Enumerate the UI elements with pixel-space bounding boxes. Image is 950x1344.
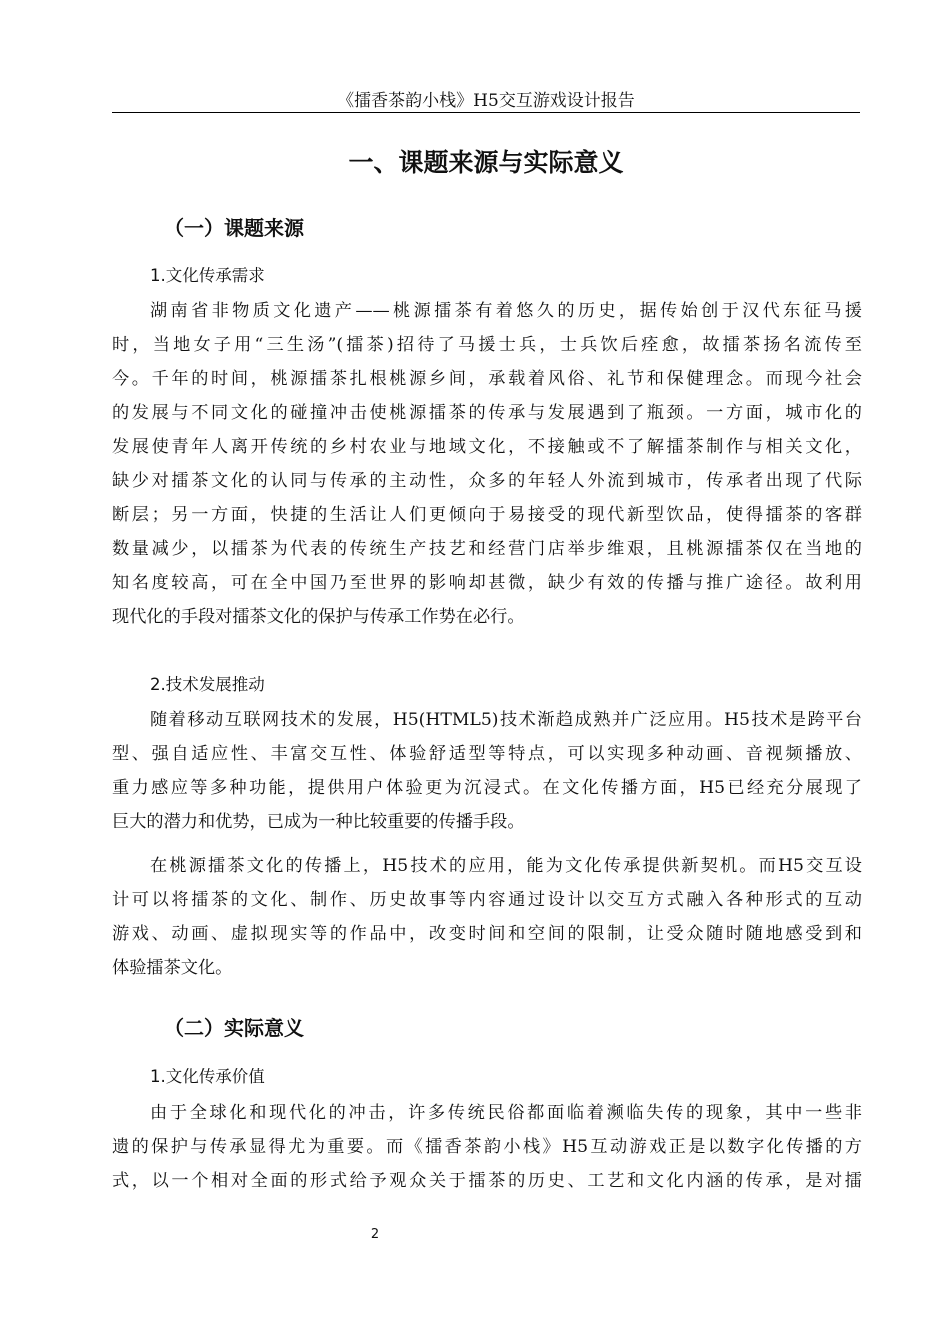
text-line: 在桃源擂茶文化的传播上，H5技术的应用，能为文化传承提供新契机。而H5交互设 [150, 856, 862, 876]
text-line: 时，当地女子用“三生汤”(擂茶)招待了马援士兵，士兵饮后痊愈，故擂茶扬名流传至 [112, 335, 862, 355]
section-title-source: （一）课题来源 [164, 216, 304, 240]
text-line: 知名度较高，可在全中国乃至世界的影响却甚微，缺少有效的传播与推广途径。故利用 [112, 573, 862, 593]
text-line: 遗的保护与传承显得尤为重要。而《擂香茶韵小栈》H5互动游戏正是以数字化传播的方 [112, 1137, 862, 1157]
page-number: 2 [370, 1227, 380, 1242]
text-line: 现代化的手段对擂茶文化的保护与传承工作势在必行。 [112, 607, 525, 627]
text-line: 式，以一个相对全面的形式给予观众关于擂茶的历史、工艺和文化内涵的传承，是对擂 [112, 1171, 862, 1191]
text-line: 今。千年的时间，桃源擂茶扎根桃源乡间，承载着风俗、礼节和保健理念。而现今社会 [112, 369, 862, 389]
chapter-title: 一、课题来源与实际意义 [348, 148, 624, 177]
header-rule [112, 112, 860, 113]
paragraph-culture-need [112, 294, 862, 634]
text-line: 游戏、动画、虚拟现实等的作品中，改变时间和空间的限制，让受众随时随地感受到和 [112, 924, 862, 944]
paragraph-tech-drive-1 [112, 703, 862, 839]
text-line: 型、强自适应性、丰富交互性、体验舒适型等特点，可以实现多种动画、音视频播放、 [112, 744, 862, 764]
text-line: 由于全球化和现代化的冲击，许多传统民俗都面临着濒临失传的现象，其中一些非 [150, 1103, 862, 1123]
text-line: 缺少对擂茶文化的认同与传承的主动性，众多的年轻人外流到城市，传承者出现了代际 [112, 471, 862, 491]
text-line: 计可以将擂茶的文化、制作、历史故事等内容通过设计以交互方式融入各种形式的互动 [112, 890, 862, 910]
running-header: 《擂香茶韵小栈》H5交互游戏设计报告 [337, 91, 635, 111]
text-line: 数量减少，以擂茶为代表的传统生产技艺和经营门店举步维艰，且桃源擂茶仅在当地的 [112, 539, 862, 559]
subsection-title-culture-need: 1.文化传承需求 [150, 266, 265, 285]
text-line: 巨大的潜力和优势，已成为一种比较重要的传播手段。 [112, 812, 525, 832]
subsection-title-culture-value: 1.文化传承价值 [150, 1067, 265, 1086]
text-line: 随着移动互联网技术的发展，H5(HTML5)技术渐趋成熟并广泛应用。H5技术是跨平台 [150, 710, 862, 730]
subsection-title-tech-drive: 2.技术发展推动 [150, 675, 265, 694]
text-line: 重力感应等多种功能，提供用户体验更为沉浸式。在文化传播方面，H5已经充分展现了 [112, 778, 862, 798]
text-line: 体验擂茶文化。 [112, 958, 233, 978]
text-line: 的发展与不同文化的碰撞冲击使桃源擂茶的传承与发展遇到了瓶颈。一方面，城市化的 [112, 403, 862, 423]
text-line: 断层；另一方面，快捷的生活让人们更倾向于易接受的现代新型饮品，使得擂茶的客群 [112, 505, 862, 525]
section-title-significance: （二）实际意义 [164, 1016, 304, 1040]
paragraph-tech-drive-2 [112, 849, 862, 985]
text-line: 发展使青年人离开传统的乡村农业与地域文化，不接触或不了解擂茶制作与相关文化， [112, 437, 862, 457]
paragraph-culture-value [112, 1096, 862, 1198]
text-line: 湖南省非物质文化遗产——桃源擂茶有着悠久的历史，据传始创于汉代东征马援 [150, 301, 862, 321]
